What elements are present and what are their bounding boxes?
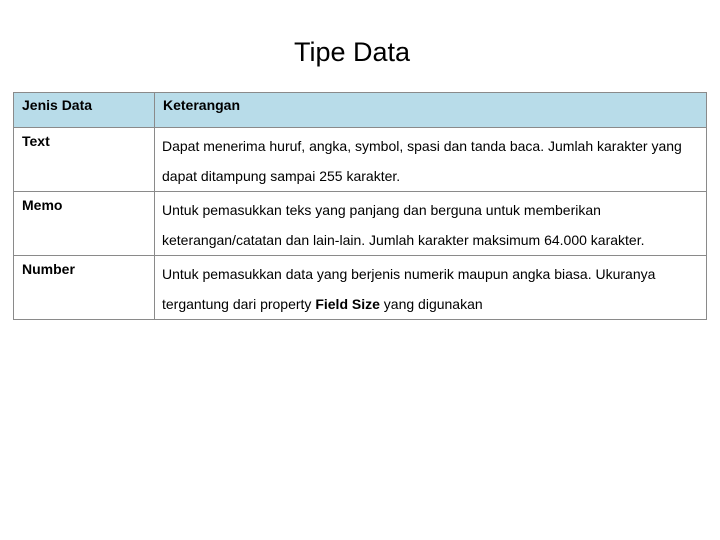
column-header-description: Keterangan	[155, 93, 707, 128]
description-text-end: yang digunakan	[379, 296, 483, 312]
description-cell-text: Dapat menerima huruf, angka, symbol, spasi dan tanda baca. Jumlah karakter yang dapat ditampung sampai 255 karakter.	[155, 128, 707, 192]
table-row	[14, 256, 707, 320]
page-title: Tipe Data	[293, 37, 411, 67]
type-cell-number: Number	[14, 256, 155, 320]
table-row	[14, 128, 707, 192]
column-header-type: Jenis Data	[14, 93, 155, 128]
type-cell-text: Text	[14, 128, 155, 192]
table-header-row	[14, 93, 707, 128]
description-cell-memo: Untuk pemasukkan teks yang panjang dan berguna untuk memberikan keterangan/catatan dan lain-lain. Jumlah karakter maksimum 64.000 karakter.	[155, 192, 707, 256]
type-cell-memo: Memo	[14, 192, 155, 256]
description-cell-number	[155, 256, 707, 320]
table-row	[14, 192, 707, 256]
description-text-start: Untuk pemasukkan data yang berjenis numerik maupun angka biasa. Ukuranya tergantung dari property	[162, 266, 656, 312]
field-size-term: Field Size	[315, 296, 380, 312]
data-type-table	[13, 92, 707, 320]
